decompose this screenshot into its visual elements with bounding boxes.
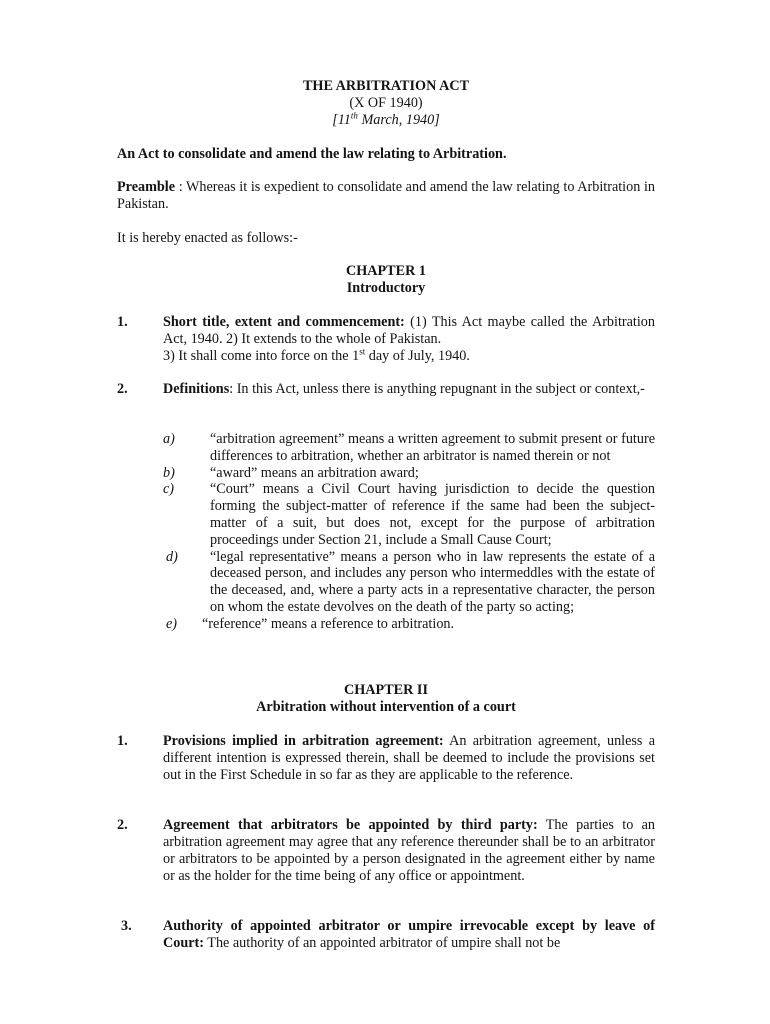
preamble-label: Preamble [117,179,176,195]
enacting-clause: It is hereby enacted as follows:- [117,230,298,246]
definition-label: a) [163,431,175,447]
chapter-2-subtitle: Arbitration without intervention of a court [256,699,516,715]
section-text: The parties to an arbitration agreement may agree that any reference thereunder shall be to an arbitrator or arbitrators to be appointed by a person designated in the agreement either by name or as the holder for the time being of any office or appointment. [163,817,655,884]
section-heading: Definitions [163,381,230,397]
section-text-commencement: 3) It shall come into force on the 1 [163,347,360,364]
section-heading: Short title, extent and commencement: [163,314,405,330]
ordinal-suffix: st [359,346,366,357]
section-number: 1. [117,314,128,330]
section-heading: Authority of appointed arbitrator or umpire irrevocable except by leave of Court: [163,918,655,951]
section-authority-irrevocable [163,918,655,952]
section-third-party-appointment [163,817,655,885]
chapter-2-title: CHAPTER II [344,682,428,698]
section-definitions [163,381,655,398]
definition-item [163,481,655,548]
definition-label: c) [163,481,175,498]
section-implied-provisions [163,733,655,784]
section-number: 1. [117,733,128,749]
section-heading: Provisions implied in arbitration agreement: [163,733,444,749]
definition-label: d) [166,548,178,565]
section-text: The authority of an appointed arbitrator of umpire shall not be [203,934,561,951]
definition-text: “legal representative” means a person who in law represents the estate of a deceased person, and includes any person who intermeddles with the estate of the deceased, and, where a party acts in a representative character, the person on whom the estate devolves on the death of the party so acting; [210,548,655,615]
act-date-rest: March, 1940] [357,112,440,128]
preamble [117,179,655,213]
definition-label: b) [163,464,175,481]
definition-text: “arbitration agreement” means a written agreement to submit present or future differences to arbitration, whether an arbitrator is named therein or not [210,431,655,464]
definition-item [163,549,655,616]
preamble-text: : Whereas it is expedient to consolidate and amend the law relating to Arbitration in Pakistan. [117,179,655,212]
definition-item [163,431,655,465]
act-date-day: [11 [332,112,351,128]
definitions-list [163,431,655,633]
act-date [117,112,655,129]
long-title: An Act to consolidate and amend the law relating to Arbitration. [117,146,507,162]
section-short-title [163,314,655,365]
section-number: 3. [121,918,132,934]
act-date-suffix: th [350,110,358,121]
section-text-commencement-end: day of July, 1940. [365,347,470,364]
act-number: (X OF 1940) [349,95,423,111]
definition-item [163,465,655,482]
act-title: THE ARBITRATION ACT [302,78,470,94]
section-number: 2. [117,817,128,833]
section-text: : In this Act, unless there is anything repugnant in the subject or context,- [229,381,645,397]
definition-text: “Court” means a Civil Court having jurisdiction to decide the question forming the subject-matter of reference if the same had been the subject-matter of a suit, but does not, except for the purpose of arbitration proceedings under Section 21, include a Small Cause Court; [210,481,655,548]
definition-text: “award” means an arbitration award; [210,464,419,481]
section-number: 2. [117,381,128,397]
chapter-1-subtitle: Introductory [346,280,426,296]
definition-text: “reference” means a reference to arbitration. [202,615,455,632]
definition-label: e) [166,615,178,632]
definition-item [163,616,655,633]
section-text: An arbitration agreement, unless a different intention is expressed therein, shall be deemed to include the provisions set out in the First Schedule in so far as they are applicable to the reference. [163,733,656,783]
section-heading: Agreement that arbitrators be appointed by third party: [163,817,538,833]
section-text: (1) This Act maybe called the Arbitration Act, 1940. 2) It extends to the whole of Pakistan. [163,314,655,347]
chapter-1-title: CHAPTER 1 [345,263,426,279]
